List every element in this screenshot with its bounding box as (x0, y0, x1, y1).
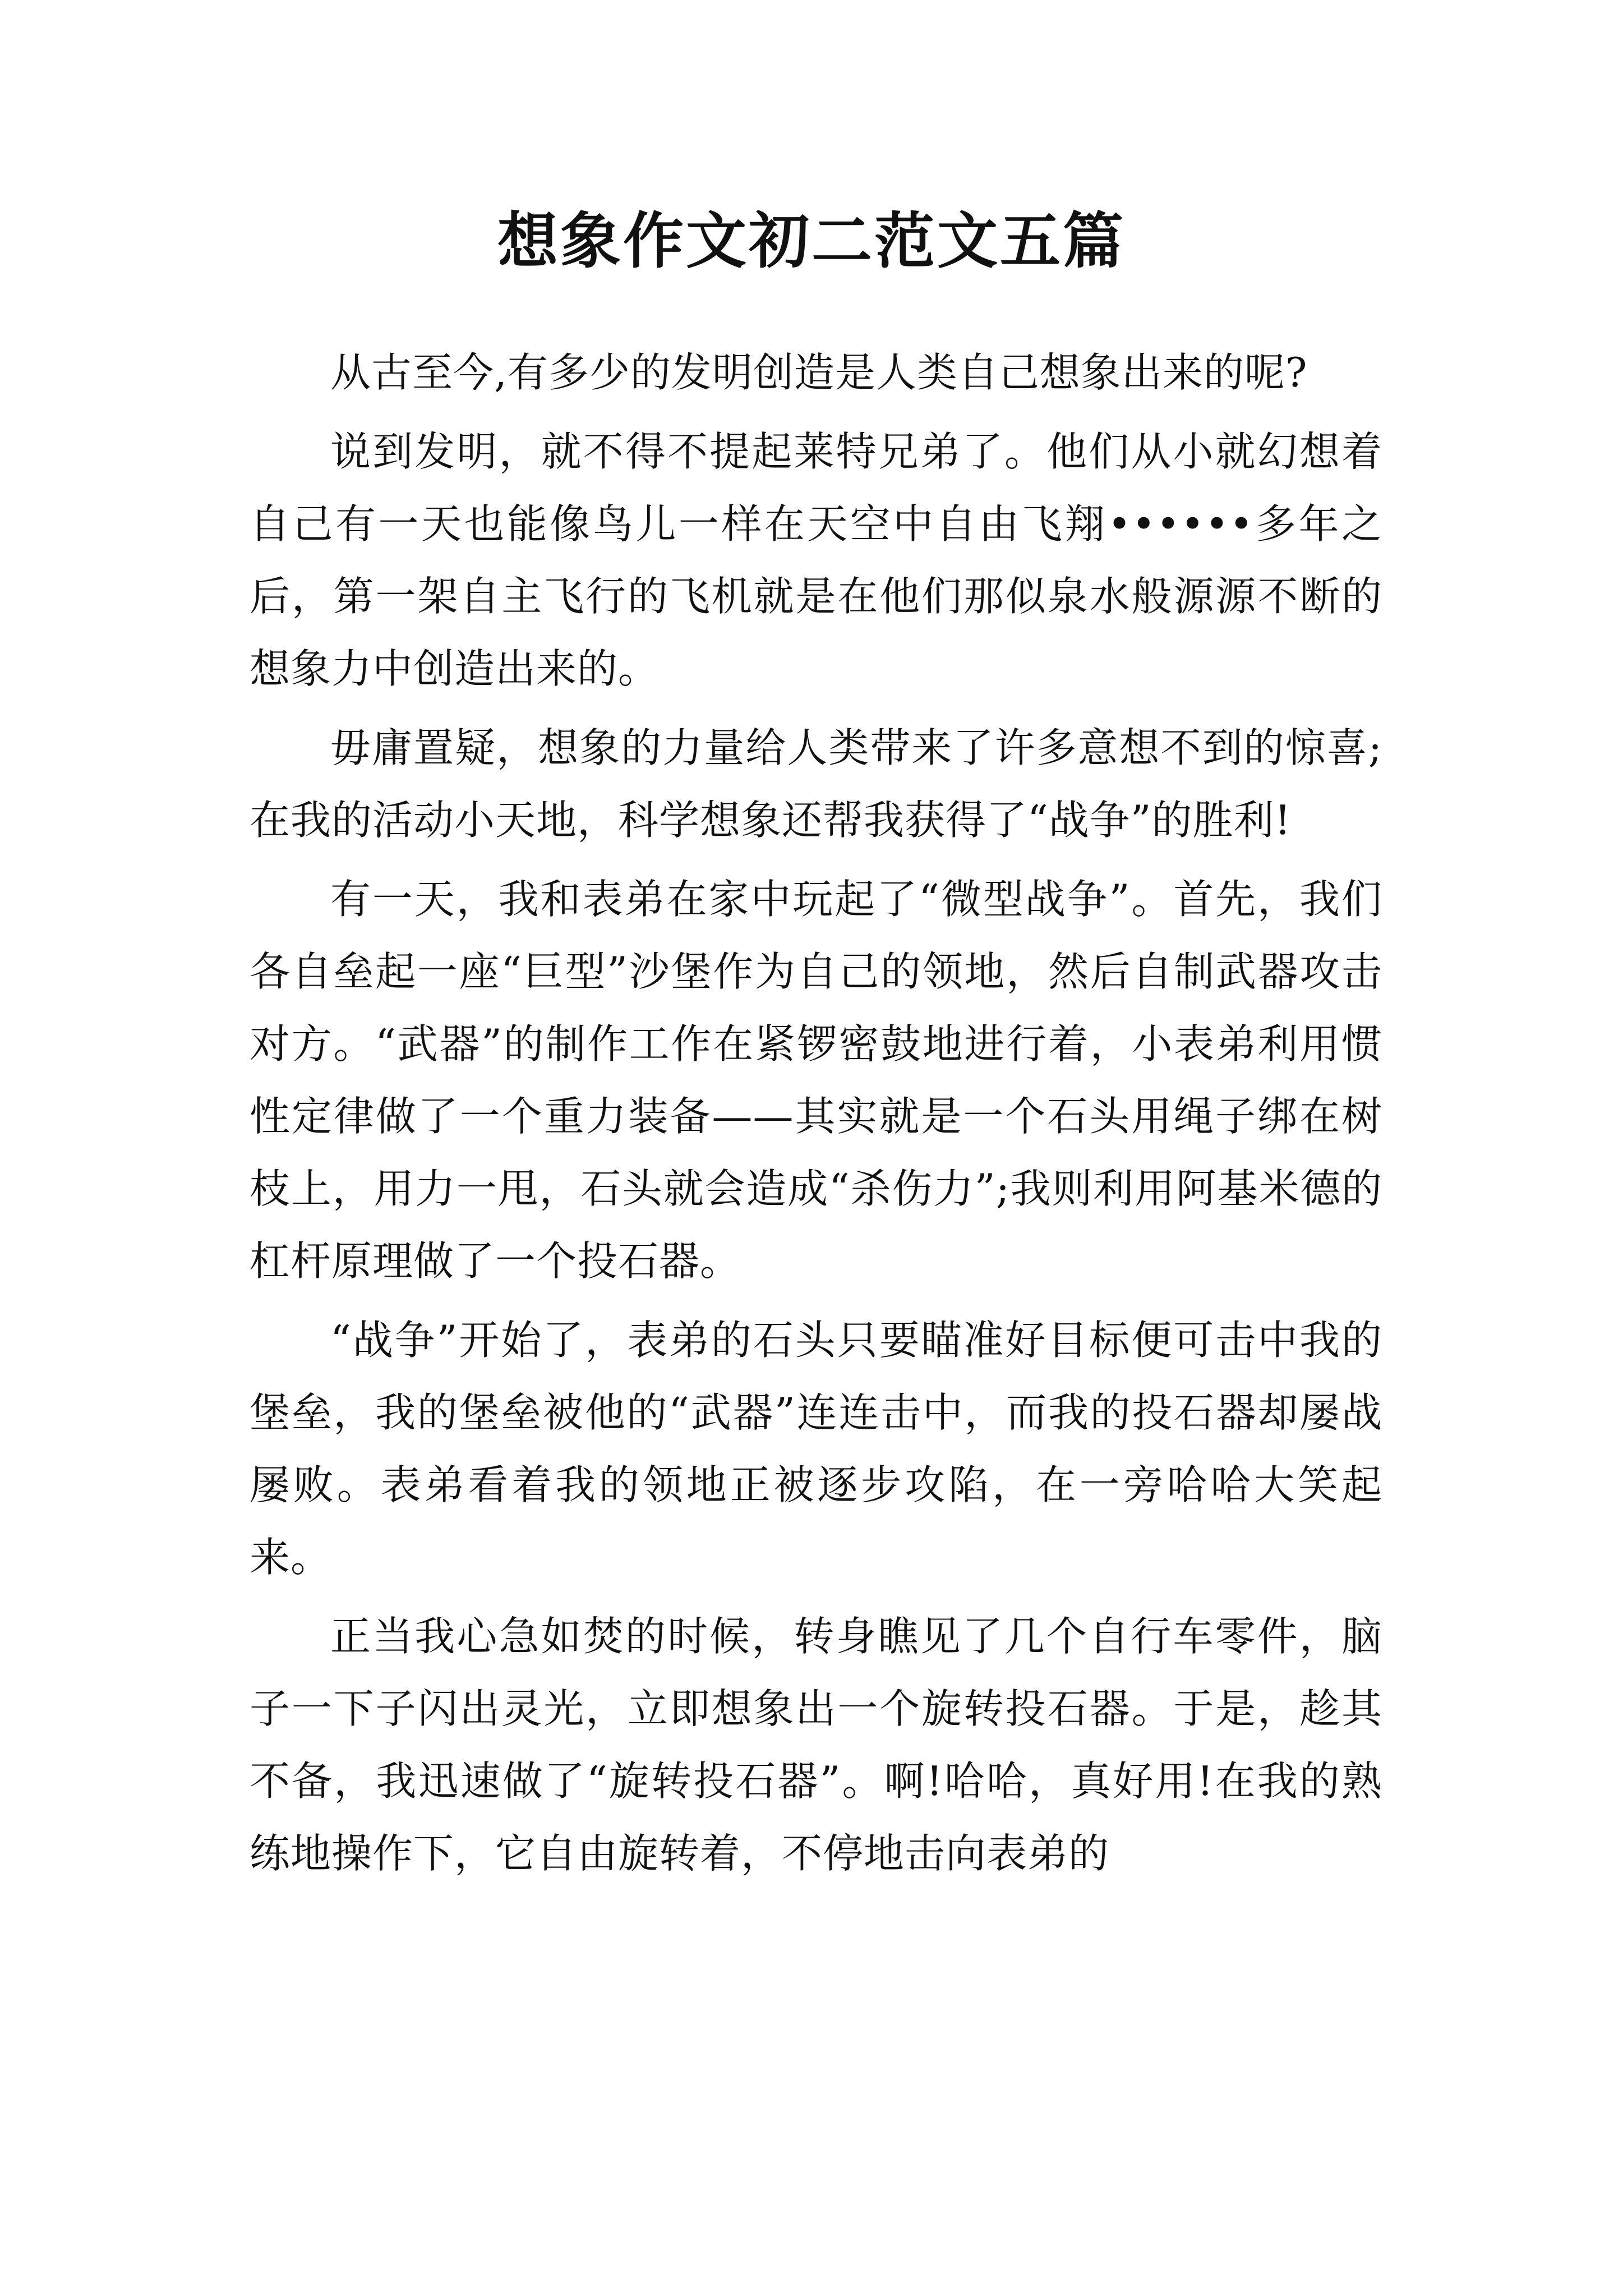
paragraph-6: 正当我心急如焚的时候，转身瞧见了几个自行车零件，脑子一下子闪出灵光，立即想象出一个旋转投石器。于是，趁其不备，我迅速做了“旋转投石器”。啊!哈哈，真好用!在我的熟练地操作下，它自由旋转着，不停地击向表弟的 (250, 1613, 1382, 1877)
paragraph-4: 有一天，我和表弟在家中玩起了“微型战争”。首先，我们各自垒起一座“巨型”沙堡作为自己的领地，然后自制武器攻击对方。“武器”的制作工作在紧锣密鼓地进行着，小表弟利用惯性定律做了一个重力装备——其实就是一个石头用绳子绑在树枝上，用力一甩，石头就会造成“杀伤力”;我则利用阿基米德的杠杆原理做了一个投石器。 (250, 876, 1382, 1285)
paragraph-5: “战争”开始了，表弟的石头只要瞄准好目标便可击中我的堡垒，我的堡垒被他的“武器”连连击中，而我的投石器却屡战屡败。表弟看着我的领地正被逐步攻陷，在一旁哈哈大笑起来。 (250, 1317, 1382, 1581)
paragraph-1: 从古至今,有多少的发明创造是人类自己想象出来的呢? (330, 349, 1308, 396)
paragraph-2: 说到发明，就不得不提起莱特兄弟了。他们从小就幻想着自己有一天也能像鸟儿一样在天空中自由飞翔••••••多年之后，第一架自主飞行的飞机就是在他们那似泉水般源源不断的想象力中创造出来的。 (250, 428, 1382, 692)
paragraph-3: 毋庸置疑，想象的力量给人类带来了许多意想不到的惊喜;在我的活动小天地，科学想象还帮我获得了“战争”的胜利! (250, 724, 1382, 844)
document-title: 想象作文初二范文五篇 (497, 206, 1126, 277)
document-body (250, 337, 1382, 1897)
